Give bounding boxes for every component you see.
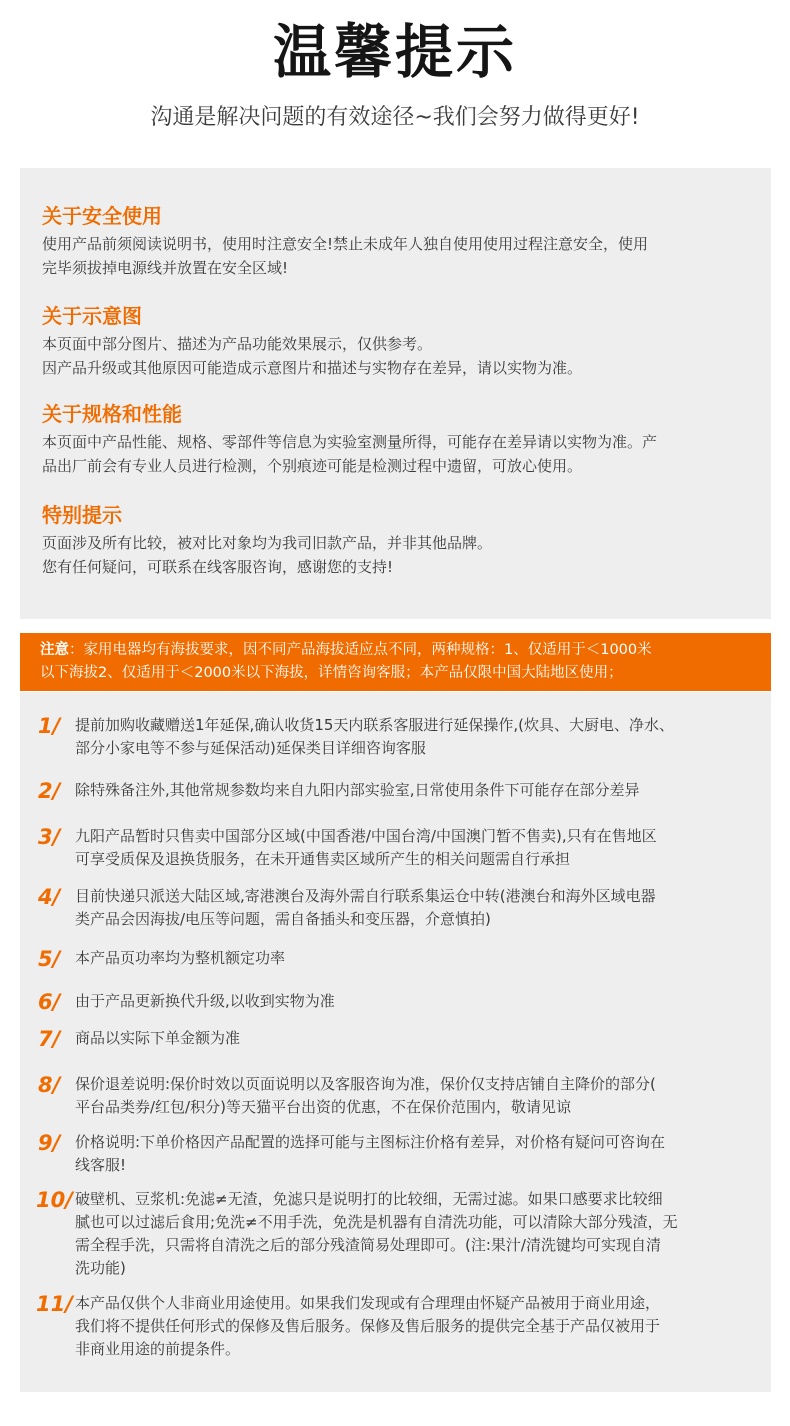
item-number: 4/ bbox=[38, 885, 61, 909]
item-text: 保价退差说明:保价时效以页面说明以及客服咨询为准，保价仅支持店铺自主降价的部分( 平台品类券/红包/积分)等天猫平台出资的优惠，不在保价范围内，敬请见谅 bbox=[75, 1075, 656, 1116]
page-subtitle: 沟通是解决问题的有效途径~我们会努力做得更好! bbox=[150, 105, 640, 130]
section-title: 关于安全使用 bbox=[42, 204, 162, 228]
item-text: 九阳产品暂时只售卖中国部分区域(中国香港/中国台湾/中国澳门暂不售卖),只有在售地区 可享受质保及退换货服务，在未开通售卖区域所产生的相关问题需自行承担 bbox=[75, 827, 657, 868]
section-title: 关于规格和性能 bbox=[42, 402, 182, 426]
item-number: 6/ bbox=[38, 990, 61, 1014]
item-number: 8/ bbox=[38, 1073, 61, 1097]
notice-text: ：家用电器均有海拔要求，因不同产品海拔适应点不同，两种规格：1、仅适用于＜1000米 以下海拔2、仅适用于＜2000米以下海拔，详情咨询客服；本产品仅限中国大陆地区使用； bbox=[40, 642, 652, 681]
item-number: 7/ bbox=[38, 1027, 61, 1051]
section-body: 本页面中部分图片、描述为产品功能效果展示，仅供参考。 因产品升级或其他原因可能造成示意图片和描述与实物存在差异，请以实物为准。 bbox=[42, 335, 583, 377]
section-title: 特别提示 bbox=[42, 503, 122, 527]
item-text: 本产品页功率均为整机额定功率 bbox=[75, 949, 286, 967]
section-body: 本页面中产品性能、规格、零部件等信息为实验室测量所得，可能存在差异请以实物为准。产 品出厂前会有专业人员进行检测，个别痕迹可能是检测过程中遗留，可放心使用。 bbox=[42, 433, 658, 475]
notice-banner bbox=[20, 633, 771, 691]
item-number: 1/ bbox=[38, 714, 61, 738]
item-text: 除特殊备注外,其他常规参数均来自九阳内部实验室,日常使用条件下可能存在部分差异 bbox=[75, 781, 640, 799]
section-safety bbox=[42, 202, 757, 280]
tips-panel bbox=[20, 168, 771, 619]
item-text: 由于产品更新换代升级,以收到实物为准 bbox=[75, 992, 335, 1010]
item-number: 10/ bbox=[36, 1188, 73, 1212]
item-text: 目前快递只派送大陆区域,寄港澳台及海外需自行联系集运仓中转(港澳台和海外区域电器 类产品会因海拔/电压等问题，需自备插头和变压器，介意慎拍) bbox=[75, 887, 656, 928]
item-number: 2/ bbox=[38, 779, 61, 803]
section-body: 页面涉及所有比较，被对比对象均为我司旧款产品，并非其他品牌。 您有任何疑问，可联系在线客服咨询，感谢您的支持! bbox=[42, 534, 493, 576]
notice-label: 注意 bbox=[40, 642, 69, 658]
section-special bbox=[42, 501, 757, 579]
terms-panel bbox=[20, 692, 771, 1392]
item-text: 提前加购收藏赠送1年延保,确认收货15天内联系客服进行延保操作,(炊具、大厨电、净水、 部分小家电等不参与延保活动)延保类目详细咨询客服 bbox=[75, 716, 675, 757]
item-text: 价格说明:下单价格因产品配置的选择可能与主图标注价格有差异，对价格有疑问可咨询在 线客服! bbox=[75, 1133, 666, 1174]
item-number: 9/ bbox=[38, 1131, 61, 1155]
item-text: 商品以实际下单金额为准 bbox=[75, 1029, 241, 1047]
item-text: 破壁机、豆浆机:免滤≠无渣，免滤只是说明打的比较细，无需过滤。如果口感要求比较细 腻也可以过滤后食用;免洗≠不用手洗，免洗是机器有自清洗功能，可以清除大部分残渣，无 需全程手洗，只需将自清洗之后的部分残渣简易处理即可。(注:果汁/清洗键均可实现自清 洗功能) bbox=[75, 1190, 678, 1277]
item-number: 3/ bbox=[38, 825, 61, 849]
page-title: 温馨提示 bbox=[272, 18, 517, 86]
item-text: 本产品仅供个人非商业用途使用。如果我们发现或有合理理由怀疑产品被用于商业用途， 我们将不提供任何形式的保修及售后服务。保修及售后服务的提供完全基于产品仅被用于 非商业用途的前提条件。 bbox=[75, 1294, 661, 1358]
section-body: 使用产品前须阅读说明书，使用时注意安全!禁止未成年人独自使用使用过程注意安全，使用 完毕须拔掉电源线并放置在安全区域! bbox=[42, 235, 649, 277]
section-specs bbox=[42, 400, 757, 478]
item-number: 5/ bbox=[38, 947, 61, 971]
item-number: 11/ bbox=[36, 1292, 73, 1316]
section-title: 关于示意图 bbox=[42, 304, 142, 328]
section-illustration bbox=[42, 302, 757, 380]
